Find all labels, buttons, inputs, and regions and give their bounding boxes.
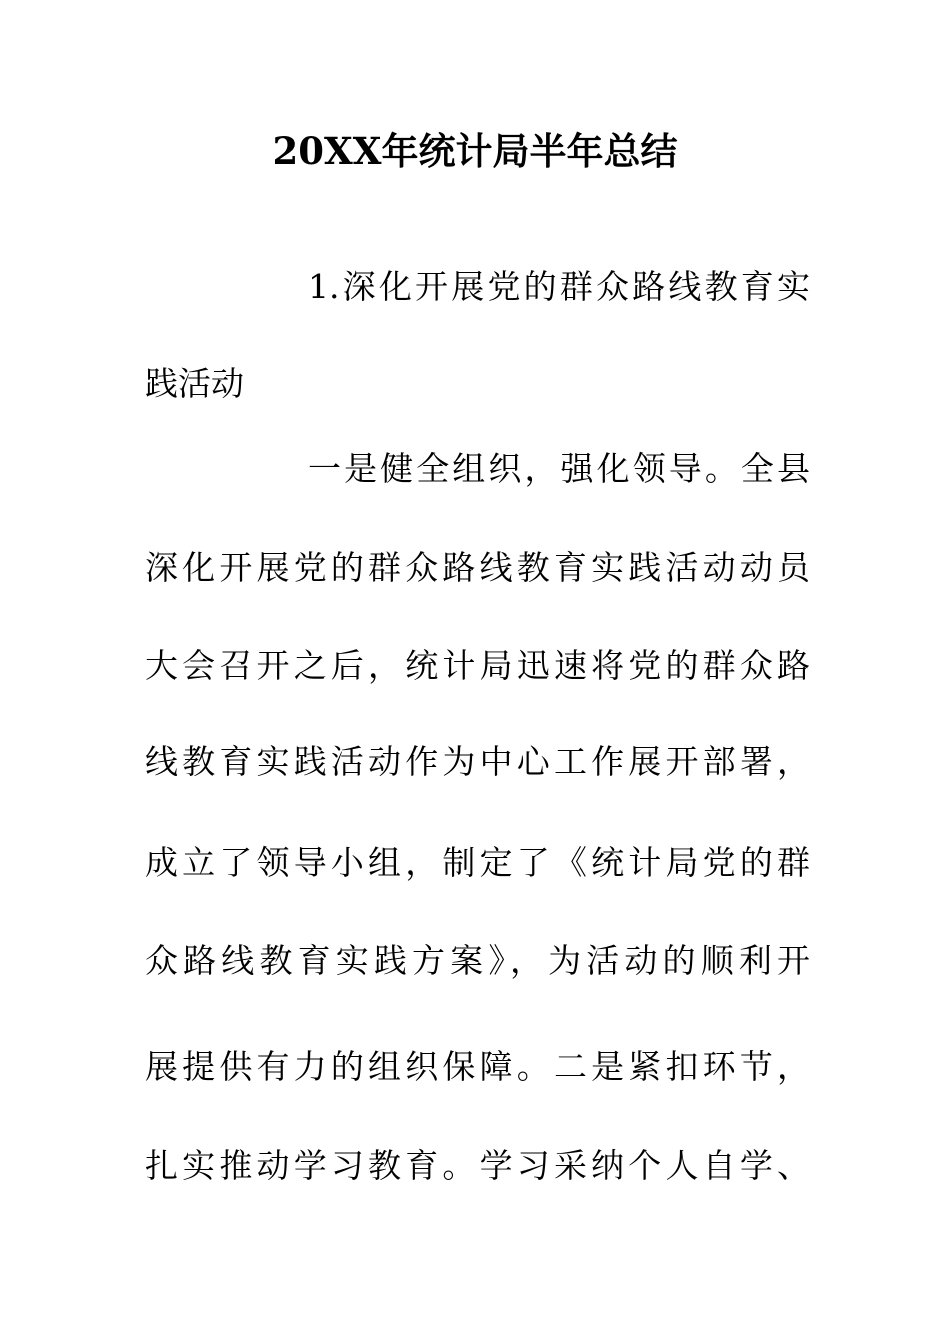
paragraph-line: 成立了领导小组，制定了《统计局党的群: [145, 843, 810, 882]
section-heading-line-2: 践活动: [145, 364, 244, 403]
paragraph-line: 大会召开之后，统计局迅速将党的群众路: [145, 646, 810, 685]
paragraph-line: 深化开展党的群众路线教育实践活动动员: [145, 548, 810, 587]
paragraph-line: 扎实推动学习教育。学习采纳个人自学、: [145, 1146, 810, 1185]
paragraph-line: 众路线教育实践方案》，为活动的顺利开: [145, 941, 810, 980]
document-title: 20XX年统计局半年总结: [272, 129, 678, 173]
paragraph-line: 线教育实践活动作为中心工作展开部署，: [145, 742, 810, 781]
paragraph-line: 展提供有力的组织保障。二是紧扣环节，: [145, 1047, 810, 1086]
section-heading-line-1: 1.深化开展党的群众路线教育实: [308, 267, 810, 306]
paragraph-line: 一是健全组织，强化领导。全县: [308, 449, 810, 488]
